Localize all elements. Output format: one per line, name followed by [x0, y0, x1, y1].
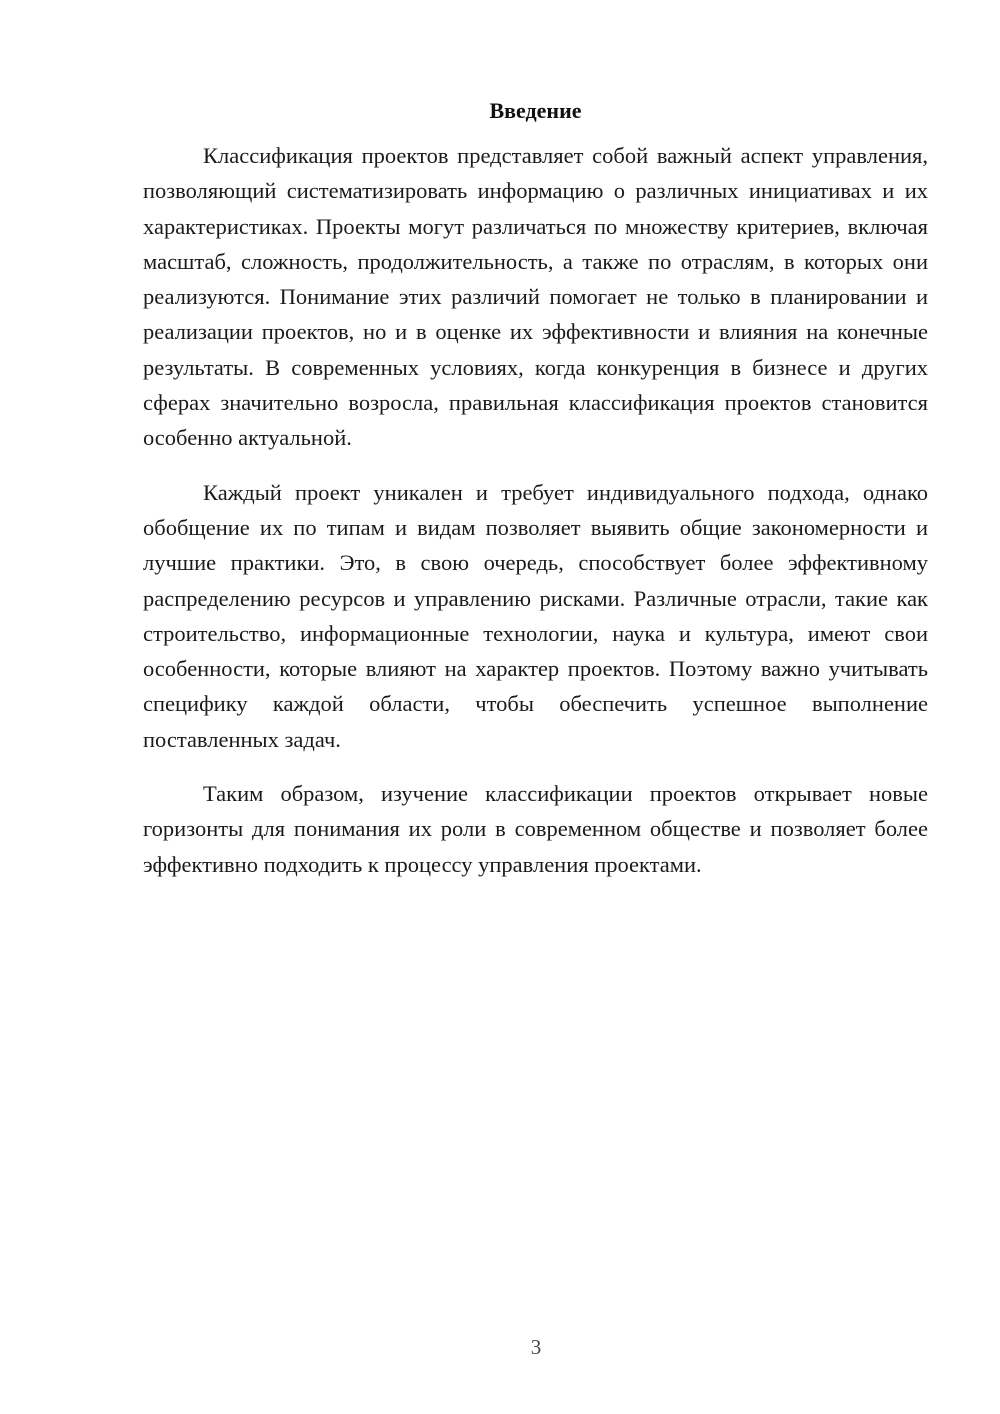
page-number: 3 [530, 1335, 542, 1359]
paragraph-2: Каждый проект уникален и требует индивидуального подхода, однако обобщение их по типам и видам позволяет выявить общие закономерности и лучшие практики. Это, в свою очередь, способствует более эффективному распределению ресурсов и управлению рисками. Различные отрасли, такие как строительство, информационные технологии, наука и культура, имеют свои особенности, которые влияют на характер проектов. Поэтому важно учитывать специфику каждой области, чтобы обеспечить успешное выполнение поставленных задач. [143, 479, 928, 752]
paragraph-3: Таким образом, изучение классификации проектов открывает новые горизонты для понимания их роли в современном обществе и позволяет более эффективно подходить к процессу управления проектами. [143, 781, 928, 877]
section-heading: Введение [489, 98, 582, 123]
page-body [143, 96, 928, 882]
paragraph-1: Классификация проектов представляет собой важный аспект управления, позволяющий систематизировать информацию о различных инициативах и их характеристиках. Проекты могут различаться по множеству критериев, включая масштаб, сложность, продолжительность, а также по отраслям, в которых они реализуются. Понимание этих различий помогает не только в планировании и реализации проектов, но и в оценке их эффективности и влияния на конечные результаты. В современных условиях, когда конкуренция в бизнесе и других сферах значительно возросла, правильная классификация проектов становится особенно актуальной. [143, 143, 928, 451]
